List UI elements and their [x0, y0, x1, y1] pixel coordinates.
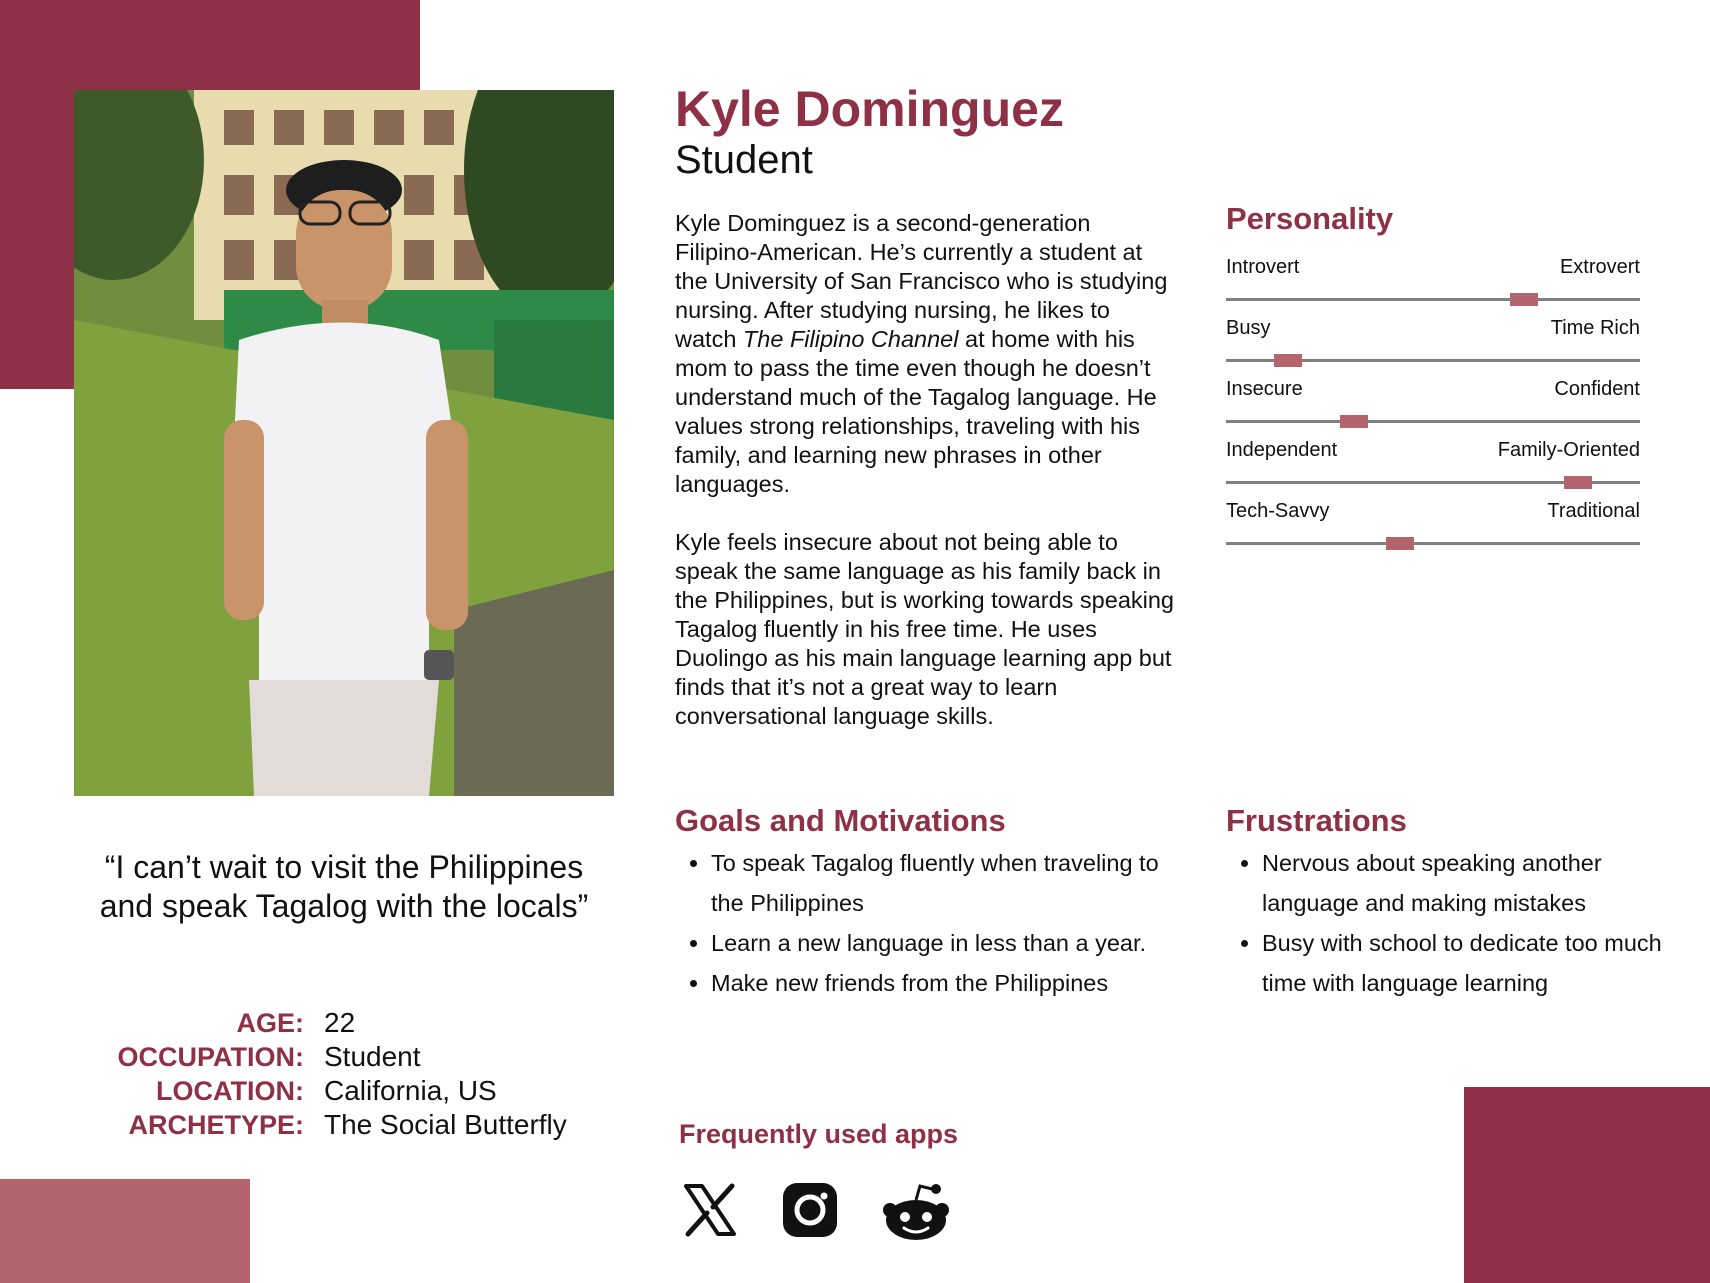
demo-value: 22: [324, 1007, 356, 1038]
bio-text: Kyle Dominguez is a second-generation Filipino-American. He’s currently a student at the University of San Francisco who is studying nursing. After studying nursing, he likes to watch: [675, 210, 1168, 352]
list-item: • Learn a new language in less than a year.: [711, 923, 1181, 963]
trait-slider: [1226, 317, 1640, 378]
x-logo-icon: [682, 1182, 738, 1238]
list-item: • To speak Tagalog fluently when traveling to the Philippines: [711, 843, 1181, 923]
trait-right-label: Confident: [1554, 378, 1640, 400]
trait-left-label: Tech-Savvy: [1226, 500, 1330, 522]
goals-heading: Goals and Motivations: [675, 803, 1006, 838]
slider-track: [1226, 542, 1640, 545]
demo-key: ARCHETYPE:: [128, 1109, 304, 1140]
apps-heading: Frequently used apps: [679, 1119, 959, 1149]
personality-heading: Personality: [1226, 201, 1394, 236]
frustrations-list: [1226, 843, 1702, 1003]
slider-thumb: [1386, 537, 1414, 550]
bio-paragraph-2: Kyle feels insecure about not being able to speak the same language as his family back in the Philippines, but is working towards speaking Tagalog fluently in his free time. He uses Duolingo as his main language learning app but finds that it’s not a great way to learn conversational language skills.: [675, 529, 1174, 729]
demo-row-archetype: [74, 1108, 634, 1142]
goals-list: [675, 843, 1181, 1003]
trait-left-label: Busy: [1226, 317, 1271, 339]
persona-name: Kyle Dominguez: [675, 81, 1064, 137]
persona-bio: [675, 209, 1175, 760]
demo-key: OCCUPATION:: [117, 1041, 304, 1072]
persona-quote: “I can’t wait to visit the Philippines and speak Tagalog with the locals”: [99, 849, 589, 924]
reddit-icon: [882, 1182, 938, 1238]
persona-photo: [74, 90, 614, 796]
demo-row-age: [74, 1006, 634, 1040]
demo-row-location: [74, 1074, 634, 1108]
trait-right-label: Time Rich: [1550, 317, 1640, 339]
list-item: • Make new friends from the Philippines: [711, 963, 1181, 1003]
personality-sliders: [1226, 256, 1640, 561]
list-item: • Nervous about speaking another language and making mistakes: [1262, 843, 1702, 923]
slider-thumb: [1564, 476, 1592, 489]
demo-key: LOCATION:: [156, 1075, 304, 1106]
instagram-icon: [782, 1182, 838, 1238]
apps-row: [682, 1182, 938, 1238]
bio-text: at home with his mom to pass the time even though he doesn’t understand much of the Tagalog language. He values strong relationships, traveling with his family, and learning new phrases in other languages.: [675, 326, 1157, 497]
trait-right-label: Traditional: [1547, 500, 1640, 522]
decorative-block-bottom-left: [0, 1179, 250, 1283]
demo-key: AGE:: [236, 1007, 304, 1038]
demo-value: Student: [324, 1041, 421, 1072]
trait-slider: [1226, 439, 1640, 500]
bio-italic-title: The Filipino Channel: [742, 326, 959, 352]
list-item: • Busy with school to dedicate too much time with language learning: [1262, 923, 1702, 1003]
slider-thumb: [1340, 415, 1368, 428]
demo-value: California, US: [324, 1075, 497, 1106]
slider-thumb: [1274, 354, 1302, 367]
trait-left-label: Insecure: [1226, 378, 1303, 400]
trait-slider: [1226, 256, 1640, 317]
slider-track: [1226, 298, 1640, 301]
demographics: [74, 1006, 634, 1142]
trait-right-label: Family-Oriented: [1497, 439, 1640, 461]
slider-thumb: [1510, 293, 1538, 306]
trait-slider: [1226, 500, 1640, 561]
demo-value: The Social Butterfly: [324, 1109, 567, 1140]
trait-right-label: Extrovert: [1559, 256, 1640, 278]
trait-slider: [1226, 378, 1640, 439]
slider-track: [1226, 420, 1640, 423]
decorative-block-bottom-right: [1464, 1087, 1710, 1283]
trait-left-label: Introvert: [1226, 256, 1300, 278]
frustrations-heading: Frustrations: [1226, 803, 1407, 838]
bio-paragraph-1: [675, 209, 1175, 499]
persona-role: Student: [675, 138, 813, 182]
demo-row-occupation: [74, 1040, 634, 1074]
trait-left-label: Independent: [1226, 439, 1338, 461]
